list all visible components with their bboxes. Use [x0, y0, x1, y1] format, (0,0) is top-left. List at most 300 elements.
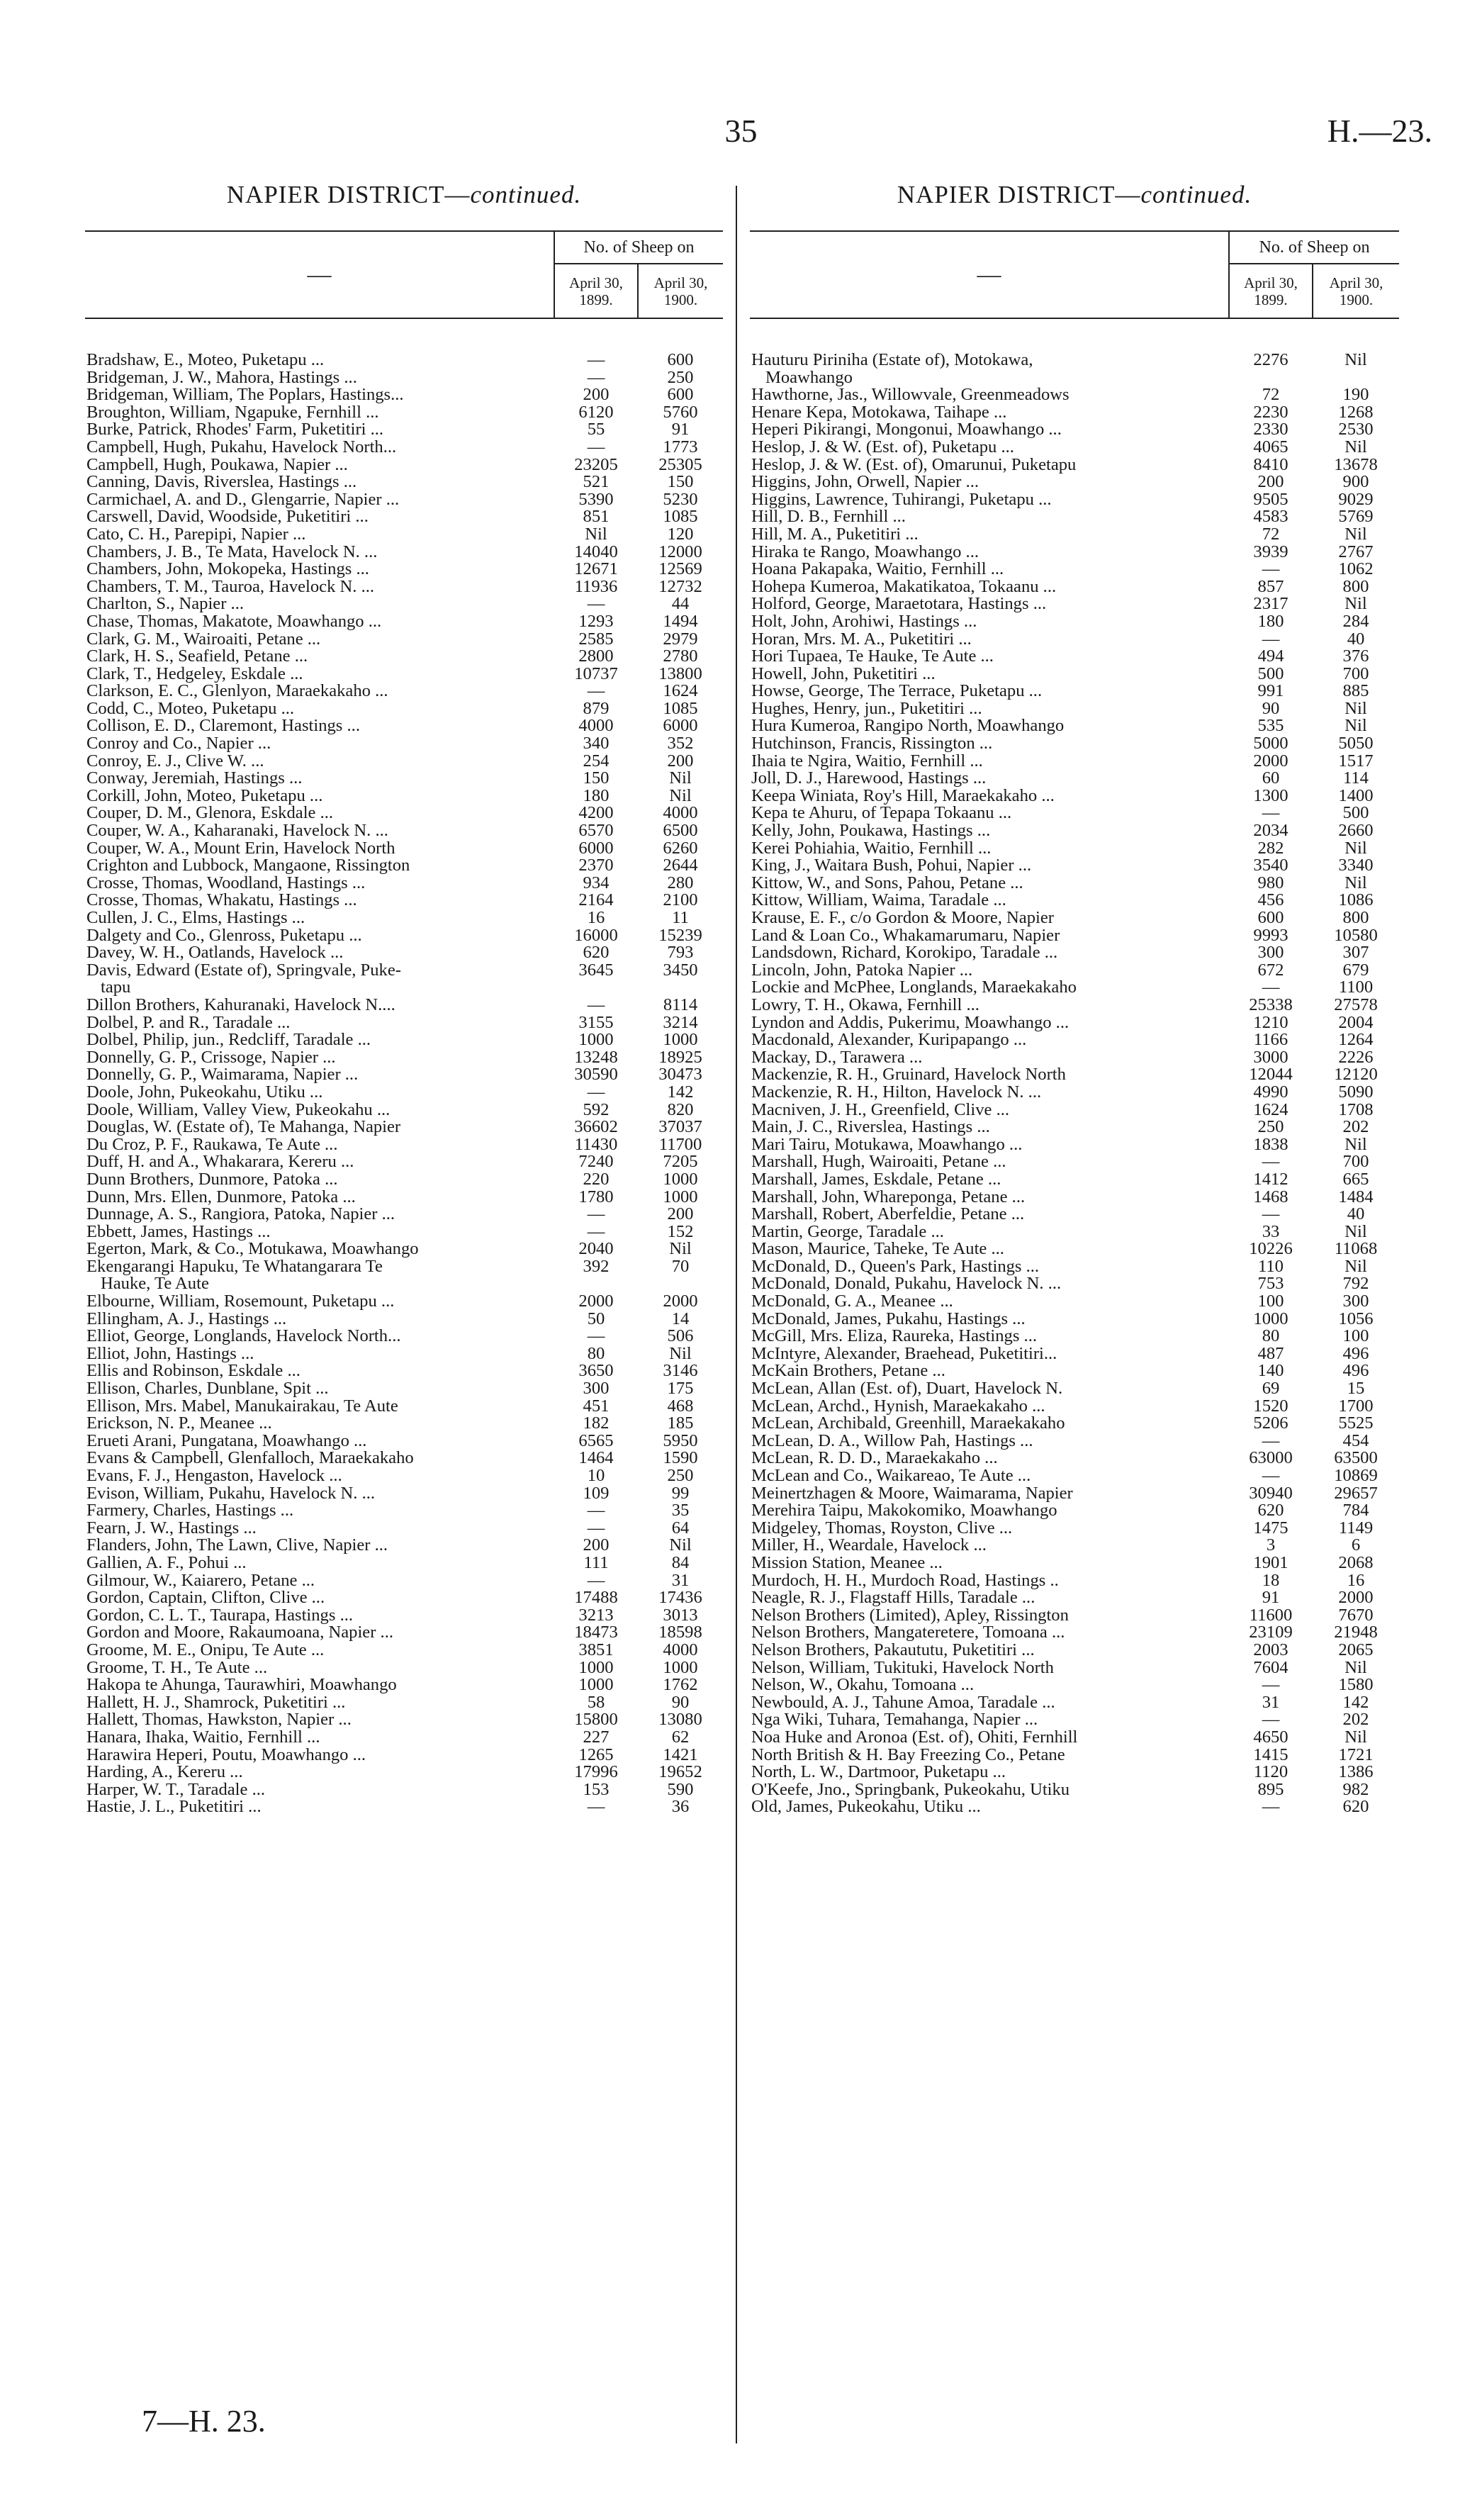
table-row — [750, 491, 1399, 509]
table-row — [85, 1624, 723, 1642]
sheep-1900-cell: 2530 — [1338, 421, 1374, 439]
owner-name-cell: Bradshaw, E., Moteo, Puketapu ... — [86, 352, 325, 369]
sheep-1900-cell: 3450 — [663, 961, 698, 980]
sheep-1899-cell: 2000 — [1253, 752, 1289, 771]
sheep-1900-cell: 600 — [667, 386, 694, 404]
year-1900-header: April 30, 1900. — [1329, 274, 1383, 308]
owner-name-cell: Davey, W. H., Oatlands, Havelock ... — [86, 944, 344, 962]
table-row — [85, 1380, 723, 1398]
table-row — [750, 1433, 1399, 1450]
sheep-1900-cell: 1517 — [1338, 752, 1374, 771]
sheep-1900-cell: 40 — [1347, 1206, 1365, 1223]
owner-name-cell: Hallett, Thomas, Hawkston, Napier ... — [86, 1711, 352, 1729]
page-number: 35 — [724, 113, 758, 149]
sheep-1899-cell: 55 — [587, 421, 605, 439]
sheep-1899-cell: 4200 — [578, 805, 614, 823]
sheep-1899-cell: — — [587, 595, 605, 613]
sheep-1899-cell: — — [587, 996, 605, 1014]
table-row — [85, 1589, 723, 1607]
owner-name-cell: Macniven, J. H., Greenfield, Clive ... — [751, 1101, 1010, 1119]
sheep-1899-cell: 5000 — [1253, 735, 1289, 753]
table-row — [85, 1275, 723, 1293]
sheep-1900-cell: 44 — [671, 595, 690, 613]
sheep-1900-cell: 64 — [671, 1519, 690, 1538]
table-row — [750, 1153, 1399, 1171]
sheep-1900-cell: 91 — [671, 421, 690, 439]
table-row — [85, 1485, 723, 1503]
sheep-1899-cell: 23109 — [1249, 1624, 1293, 1642]
table-row — [750, 666, 1399, 683]
sheep-1900-cell: 3214 — [663, 1014, 698, 1032]
owner-name-cell: Donnelly, G. P., Crissoge, Napier ... — [86, 1048, 336, 1067]
owner-name-cell: Ekengarangi Hapuku, Te Whatangarara Te — [86, 1258, 383, 1276]
table-row — [85, 1694, 723, 1712]
sheep-1900-cell: 1100 — [1338, 979, 1374, 997]
owner-name-cell: McDonald, Donald, Pukahu, Havelock N. ... — [751, 1275, 1062, 1294]
table-row — [85, 997, 723, 1014]
sheep-1900-cell: 31 — [671, 1572, 690, 1590]
sheep-1899-cell: 18473 — [574, 1624, 618, 1642]
owner-name-cell: Clark, T., Hedgeley, Eskdale ... — [86, 665, 303, 683]
table-row — [750, 909, 1399, 927]
owner-name-cell: Higgins, Lawrence, Tuhirangi, Puketapu ... — [751, 491, 1052, 509]
owner-name-cell: Crosse, Thomas, Woodland, Hastings ... — [86, 874, 366, 892]
owner-name-cell: Howell, John, Puketitiri ... — [751, 665, 936, 683]
sheep-1899-cell — [1229, 369, 1313, 387]
table-row — [85, 822, 723, 840]
table-row — [85, 1711, 723, 1729]
left-heading — [85, 181, 723, 209]
sheep-1899-cell: 2330 — [1253, 421, 1289, 439]
sheep-1900-cell: 99 — [671, 1484, 690, 1503]
table-row — [85, 508, 723, 526]
sheep-1900-cell: 1086 — [1338, 892, 1374, 909]
sheep-1899-cell: 254 — [583, 752, 610, 771]
sheep-1899-cell: 672 — [1257, 961, 1284, 980]
table-row — [750, 1589, 1399, 1607]
owner-name-cell: Collison, E. D., Claremont, Hastings ... — [86, 717, 360, 736]
owner-name-cell: Marshall, Hugh, Wairoaiti, Petane ... — [751, 1153, 1006, 1171]
footer-sheet-reference: 7—H. 23. — [142, 2404, 266, 2438]
sheep-1899-cell: 150 — [583, 770, 610, 788]
table-row — [750, 1258, 1399, 1276]
owner-name-cell: Nelson, William, Tukituki, Havelock North — [751, 1659, 1054, 1677]
sheep-1900-cell: 30473 — [658, 1066, 702, 1084]
sheep-1900-cell: Nil — [1345, 717, 1367, 736]
owner-name-cell: Howse, George, The Terrace, Puketapu ... — [751, 683, 1043, 700]
owner-name-cell: Hori Tupaea, Te Hauke, Te Aute ... — [751, 648, 994, 666]
sheep-1900-cell: 4000 — [663, 1641, 698, 1659]
owner-name-cell: Hakopa te Ahunga, Taurawhiri, Moawhango — [86, 1676, 397, 1694]
sheep-1899-cell: 4065 — [1253, 438, 1289, 457]
table-row — [85, 770, 723, 788]
sheep-1900-cell: 21948 — [1334, 1624, 1378, 1642]
table-row — [750, 1066, 1399, 1084]
sheep-1900-cell: 40 — [1347, 630, 1365, 649]
sheep-1899-cell: 451 — [583, 1397, 610, 1416]
table-row — [750, 875, 1399, 892]
owner-name-cell: Hiraka te Rango, Moawhango ... — [751, 543, 979, 561]
owner-name-cell: McLean, Archd., Hynish, Maraekakaho ... — [751, 1397, 1045, 1416]
owner-name-cell: Elliot, George, Longlands, Havelock North... — [86, 1328, 401, 1345]
sheep-1899-cell: 8410 — [1253, 456, 1289, 474]
owner-name-cell: Carmichael, A. and D., Glengarrie, Napier ... — [86, 491, 400, 509]
sheep-1900-cell: 784 — [1342, 1502, 1369, 1520]
sheep-1899-cell: 4650 — [1253, 1728, 1289, 1747]
table-row — [750, 1798, 1399, 1816]
owner-name-cell: Gordon, C. L. T., Taurapa, Hastings ... — [86, 1606, 354, 1625]
table-row — [750, 1031, 1399, 1049]
sheep-1899-cell: 110 — [1258, 1258, 1284, 1276]
owner-name-cell: O'Keefe, Jno., Springbank, Pukeokahu, Utiku — [751, 1781, 1070, 1799]
owner-name-cell: Donnelly, G. P., Waimarama, Napier ... — [86, 1066, 359, 1084]
table-row — [750, 1555, 1399, 1572]
table-row — [750, 613, 1399, 631]
owner-name-cell: Gordon and Moore, Rakaumoana, Napier ... — [86, 1624, 393, 1642]
sheep-1899-cell: 600 — [1257, 909, 1284, 927]
column-divider — [736, 186, 737, 2443]
table-row — [750, 631, 1399, 649]
table-row — [85, 474, 723, 491]
owner-name-cell: Ellingham, A. J., Hastings ... — [86, 1310, 287, 1328]
owner-name-cell: Moawhango — [765, 369, 853, 387]
sheep-1900-cell: 1400 — [1338, 787, 1374, 805]
sheep-1900-cell: 202 — [1342, 1711, 1369, 1729]
owner-name-cell: Hura Kumeroa, Rangipo North, Moawhango — [751, 717, 1065, 736]
owner-name-cell: Ihaia te Ngira, Waitio, Fernhill ... — [751, 752, 983, 771]
sheep-1899-cell: 13248 — [574, 1048, 618, 1067]
table-row — [85, 1764, 723, 1781]
sheep-1900-cell: 792 — [1342, 1275, 1369, 1294]
owner-name-cell: Old, James, Pukeokahu, Utiku ... — [751, 1798, 981, 1816]
owner-name-cell: Bridgeman, William, The Poplars, Hastings... — [86, 386, 404, 404]
owner-name-cell: Broughton, William, Ngapuke, Fernhill ... — [86, 403, 379, 422]
sheep-1900-cell: 284 — [1342, 612, 1369, 631]
sheep-1900-cell — [1313, 369, 1399, 387]
sheep-1899-cell: 340 — [583, 735, 610, 753]
table-row — [85, 1467, 723, 1485]
sheep-1900-cell: Nil — [1345, 839, 1367, 858]
table-row — [750, 927, 1399, 945]
table-row — [85, 1676, 723, 1694]
owner-name-cell: Doole, John, Pukeokahu, Utiku ... — [86, 1083, 323, 1102]
year-1899-header: April 30, 1899. — [554, 264, 638, 318]
table-row — [750, 561, 1399, 578]
owner-name-cell: Douglas, W. (Estate of), Te Mahanga, Napier — [86, 1119, 401, 1136]
sheep-1900-cell: 90 — [671, 1693, 690, 1712]
owner-name-cell: Evison, William, Pukahu, Havelock N. ... — [86, 1484, 376, 1503]
owner-name-cell: Groome, M. E., Onipu, Te Aute ... — [86, 1641, 325, 1659]
owner-name-cell: Campbell, Hugh, Pukahu, Havelock North... — [86, 438, 397, 457]
sheep-1899-cell: 250 — [1257, 1119, 1284, 1136]
owner-name-cell: Krause, E. F., c/o Gordon & Moore, Napier — [751, 909, 1054, 927]
table-row — [85, 1119, 723, 1136]
table-row — [750, 1362, 1399, 1380]
owner-name-cell: Cullen, J. C., Elms, Hastings ... — [86, 909, 305, 927]
owner-name-cell: tapu — [101, 979, 131, 997]
owner-name-cell: North, L. W., Dartmoor, Puketapu ... — [751, 1764, 1006, 1781]
sheep-1900-cell: 35 — [671, 1502, 690, 1520]
table-row — [85, 386, 723, 404]
sheep-1900-cell: 2767 — [1338, 543, 1374, 561]
sheep-1900-cell: 16 — [1347, 1572, 1365, 1590]
owner-name-cell: Horan, Mrs. M. A., Puketitiri ... — [751, 630, 972, 649]
sheep-1900-cell: 1762 — [663, 1676, 698, 1694]
table-row — [85, 805, 723, 822]
sheep-1900-cell: 7205 — [663, 1153, 698, 1171]
sheep-1900-cell: 12120 — [1334, 1066, 1378, 1084]
table-row — [85, 561, 723, 578]
table-row — [750, 1642, 1399, 1659]
table-row — [750, 944, 1399, 962]
sheep-1899-cell: 1000 — [578, 1659, 614, 1677]
owner-name-cell: Corkill, John, Moteo, Puketapu ... — [86, 787, 323, 805]
sheep-1900-cell: 18925 — [658, 1048, 702, 1067]
sheep-1900-cell: 700 — [1342, 1153, 1369, 1171]
table-row — [85, 648, 723, 666]
year-1899-header: April 30, 1899. — [1229, 264, 1313, 318]
sheep-1900-cell: 114 — [1343, 770, 1369, 788]
sheep-1900-cell: 2068 — [1338, 1554, 1374, 1572]
table-row — [750, 840, 1399, 858]
owner-name-cell: North British & H. Bay Freezing Co., Petane — [751, 1746, 1065, 1764]
sheep-1899-cell: 36602 — [574, 1119, 618, 1136]
sheep-1900-cell: 200 — [667, 1206, 694, 1223]
owner-name-cell: Kittow, William, Waima, Taradale ... — [751, 892, 1006, 909]
owner-name-cell: Clarkson, E. C., Glenlyon, Maraekakaho ... — [86, 683, 388, 700]
sheep-1899-cell: 58 — [587, 1693, 605, 1712]
sheep-1899-cell: — — [587, 1572, 605, 1590]
sheep-1900-cell: 900 — [1342, 474, 1369, 491]
sheep-1900-cell: 4000 — [663, 805, 698, 823]
sheep-1900-cell: 100 — [1342, 1328, 1369, 1345]
table-row — [750, 1676, 1399, 1694]
sheep-1900-cell: 6 — [1351, 1537, 1361, 1555]
table-row — [750, 1781, 1399, 1799]
table-row — [85, 1729, 723, 1747]
table-row — [750, 352, 1399, 369]
table-row — [750, 1275, 1399, 1293]
sheep-1900-cell: 13678 — [1334, 456, 1378, 474]
sheep-1899-cell: 180 — [583, 787, 610, 805]
owner-name-cell: Hutchinson, Francis, Rissington ... — [751, 735, 993, 753]
sheep-1900-cell: Nil — [669, 770, 692, 788]
owner-name-cell: Land & Loan Co., Whakamarumaru, Napier — [751, 926, 1060, 945]
sheep-1900-cell: 6260 — [663, 839, 698, 858]
table-row — [85, 1189, 723, 1206]
sheep-1899-cell: 456 — [1257, 892, 1284, 909]
table-row — [85, 700, 723, 718]
sheep-1900-cell: 496 — [1342, 1362, 1369, 1381]
sheep-1899-cell: — — [1262, 805, 1280, 823]
table-row — [750, 1747, 1399, 1764]
sheep-1900-cell: 5230 — [663, 491, 698, 509]
sheep-1899-cell: 392 — [583, 1258, 610, 1276]
sheep-1900-cell: 2780 — [663, 648, 698, 666]
owner-name-cell: Hill, M. A., Puketitiri ... — [751, 525, 919, 544]
table-row — [85, 352, 723, 369]
sheep-1899-cell: — — [587, 369, 605, 387]
sheep-1900-cell: 250 — [667, 369, 694, 387]
table-row — [750, 1415, 1399, 1433]
sheep-1899-cell: 17996 — [574, 1764, 618, 1781]
table-row — [85, 944, 723, 962]
owner-name-cell: Mackay, D., Tarawera ... — [751, 1048, 923, 1067]
year-1900-header: April 30, 1900. — [653, 274, 708, 308]
table-row — [750, 1049, 1399, 1067]
table-row — [85, 666, 723, 683]
sheep-1899-cell: 16 — [587, 909, 605, 927]
sheep-1900-cell: Nil — [1345, 874, 1367, 892]
table-row — [85, 1311, 723, 1328]
owner-name-cell: Higgins, John, Orwell, Napier ... — [751, 474, 979, 491]
sheep-1900-cell: 3146 — [663, 1362, 698, 1381]
owner-name-cell: Charlton, S., Napier ... — [86, 595, 244, 613]
sheep-1900-cell: 12569 — [658, 561, 702, 578]
table-row — [85, 1066, 723, 1084]
sheep-1900-cell: 142 — [1342, 1693, 1369, 1712]
sheep-1899-cell: 18 — [1262, 1572, 1280, 1590]
sheep-1900-cell: 590 — [667, 1781, 694, 1799]
table-row — [85, 1102, 723, 1119]
owner-name-cell: Couper, W. A., Mount Erin, Havelock North — [86, 839, 395, 858]
owner-name-cell: Dillon Brothers, Kahuranaki, Havelock N.... — [86, 996, 395, 1014]
table-row — [750, 1607, 1399, 1625]
table-row — [85, 1031, 723, 1049]
sheep-1900-cell: 185 — [667, 1415, 694, 1433]
owner-name-cell: Gilmour, W., Kaiarero, Petane ... — [86, 1572, 315, 1590]
sheep-1900-cell: Nil — [669, 787, 692, 805]
table-row — [85, 457, 723, 474]
table-row — [750, 526, 1399, 544]
owner-name-cell: Martin, George, Taradale ... — [751, 1223, 944, 1241]
sheep-1900-cell: 1624 — [663, 683, 698, 700]
owner-name-cell: Davis, Edward (Estate of), Springvale, Puke- — [86, 961, 401, 980]
sheep-1899-cell: 72 — [1262, 386, 1280, 404]
table-row — [85, 631, 723, 649]
sheep-1899-cell: 1415 — [1253, 1746, 1289, 1764]
sheep-1900-cell: 15239 — [658, 926, 702, 945]
right-table-header — [750, 230, 1399, 319]
table-row — [85, 1153, 723, 1171]
owner-name-cell: Heslop, J. & W. (Est. of), Puketapu ... — [751, 438, 1014, 457]
table-row — [85, 1642, 723, 1659]
table-row — [85, 1362, 723, 1380]
table-row — [750, 805, 1399, 822]
sheep-1900-cell: 2000 — [663, 1293, 698, 1311]
sheep-1900-cell: Nil — [669, 1537, 692, 1555]
owner-name-cell: Nga Wiki, Tuhara, Temahanga, Napier ... — [751, 1711, 1038, 1729]
sheep-1900-cell: 70 — [671, 1258, 690, 1276]
right-heading — [750, 181, 1399, 209]
sheep-1899-cell: 227 — [583, 1728, 610, 1747]
sheep-1899-cell: 2800 — [578, 648, 614, 666]
sheep-1900-cell: 62 — [671, 1728, 690, 1747]
owner-name-cell: McKain Brothers, Petane ... — [751, 1362, 945, 1381]
sheep-1899-cell: — — [1262, 1153, 1280, 1171]
owner-name-cell: Noa Huke and Aronoa (Est. of), Ohiti, Fernhill — [751, 1728, 1078, 1747]
table-row — [85, 717, 723, 735]
sheep-1900-cell: 352 — [667, 735, 694, 753]
sheep-1900-cell: Nil — [1345, 525, 1367, 544]
owner-name-cell: Midgeley, Thomas, Royston, Clive ... — [751, 1519, 1013, 1538]
sheep-1899-cell: 3540 — [1253, 857, 1289, 875]
owner-name-cell: Flanders, John, The Lawn, Clive, Napier ... — [86, 1537, 388, 1555]
table-row — [85, 578, 723, 596]
owner-name-cell: Chambers, J. B., Te Mata, Havelock N. ... — [86, 543, 378, 561]
table-row — [750, 1084, 1399, 1102]
owner-name-cell: Hauturu Piriniha (Estate of), Motokawa, — [751, 352, 1033, 369]
sheep-1899-cell: 6570 — [578, 822, 614, 840]
sheep-1899-cell: — — [587, 1083, 605, 1102]
sheep-1899-cell: 895 — [1257, 1781, 1284, 1799]
table-row — [85, 840, 723, 858]
sheep-1899-cell: 9505 — [1253, 491, 1289, 509]
table-row — [750, 1398, 1399, 1416]
sheep-1899-cell: 1520 — [1253, 1397, 1289, 1416]
owner-name-cell: Chambers, T. M., Tauroa, Havelock N. ... — [86, 578, 375, 596]
sheep-1900-cell: 152 — [667, 1223, 694, 1241]
owner-name-cell: McLean and Co., Waikareao, Te Aute ... — [751, 1467, 1031, 1485]
owner-name-cell: Elliot, John, Hastings ... — [86, 1345, 254, 1363]
sheep-1899-cell: 2276 — [1253, 352, 1289, 369]
table-row — [85, 1415, 723, 1433]
table-row — [750, 457, 1399, 474]
sheep-1899-cell: 300 — [1257, 944, 1284, 962]
sheep-1899-cell: — — [587, 1519, 605, 1538]
table-row — [85, 683, 723, 700]
owner-name-cell: Murdoch, H. H., Murdoch Road, Hastings .. — [751, 1572, 1059, 1590]
owner-name-cell: Hastie, J. L., Puketitiri ... — [86, 1798, 262, 1816]
owner-name-cell: Couper, W. A., Kaharanaki, Havelock N. ... — [86, 822, 388, 840]
owner-name-cell: Kelly, John, Poukawa, Hastings ... — [751, 822, 991, 840]
table-row — [85, 1555, 723, 1572]
sheep-1900-cell: 1386 — [1338, 1764, 1374, 1781]
owner-name-cell: McGill, Mrs. Eliza, Raureka, Hastings ... — [751, 1328, 1037, 1345]
owner-name-cell: Mackenzie, R. H., Hilton, Havelock N. ... — [751, 1083, 1042, 1102]
owner-name-cell: Landsdown, Richard, Korokipo, Taradale ... — [751, 944, 1058, 962]
sheet-reference: H.—23. — [1327, 113, 1432, 149]
table-row — [750, 1624, 1399, 1642]
sheep-1900-cell: 9029 — [1338, 491, 1374, 509]
table-row — [750, 1189, 1399, 1206]
sheep-1899-cell: 100 — [1257, 1293, 1284, 1311]
sheep-1900-cell: 2644 — [663, 857, 698, 875]
owner-name-cell: Mari Tairu, Motukawa, Moawhango ... — [751, 1136, 1023, 1154]
sheep-1899-cell: — — [1262, 1798, 1280, 1816]
sheep-1900-cell: 5760 — [663, 403, 698, 422]
owner-name-cell: Gordon, Captain, Clifton, Clive ... — [86, 1589, 325, 1607]
owner-name-cell: McDonald, D., Queen's Park, Hastings ... — [751, 1258, 1040, 1276]
sheep-1899-cell: 1000 — [578, 1676, 614, 1694]
table-row — [750, 369, 1399, 387]
owner-name-cell: Harding, A., Kereru ... — [86, 1764, 243, 1781]
sheep-1899-cell: — — [1262, 1467, 1280, 1485]
sheep-1899-cell: 10737 — [574, 665, 618, 683]
table-row — [750, 1537, 1399, 1555]
table-row — [750, 822, 1399, 840]
table-row — [750, 421, 1399, 439]
sheep-1900-cell — [638, 979, 723, 997]
sheep-1899-cell: 6000 — [578, 839, 614, 858]
owner-name-cell: Kittow, W., and Sons, Pahou, Petane ... — [751, 874, 1023, 892]
table-row — [750, 700, 1399, 718]
sheep-1900-cell: 150 — [667, 474, 694, 491]
sheep-1899-cell: 200 — [583, 1537, 610, 1555]
sheep-1900-cell: 15 — [1347, 1380, 1365, 1398]
owner-name-cell: McLean, Archibald, Greenhill, Maraekakaho — [751, 1415, 1065, 1433]
sheep-1899-cell: 2040 — [578, 1241, 614, 1258]
